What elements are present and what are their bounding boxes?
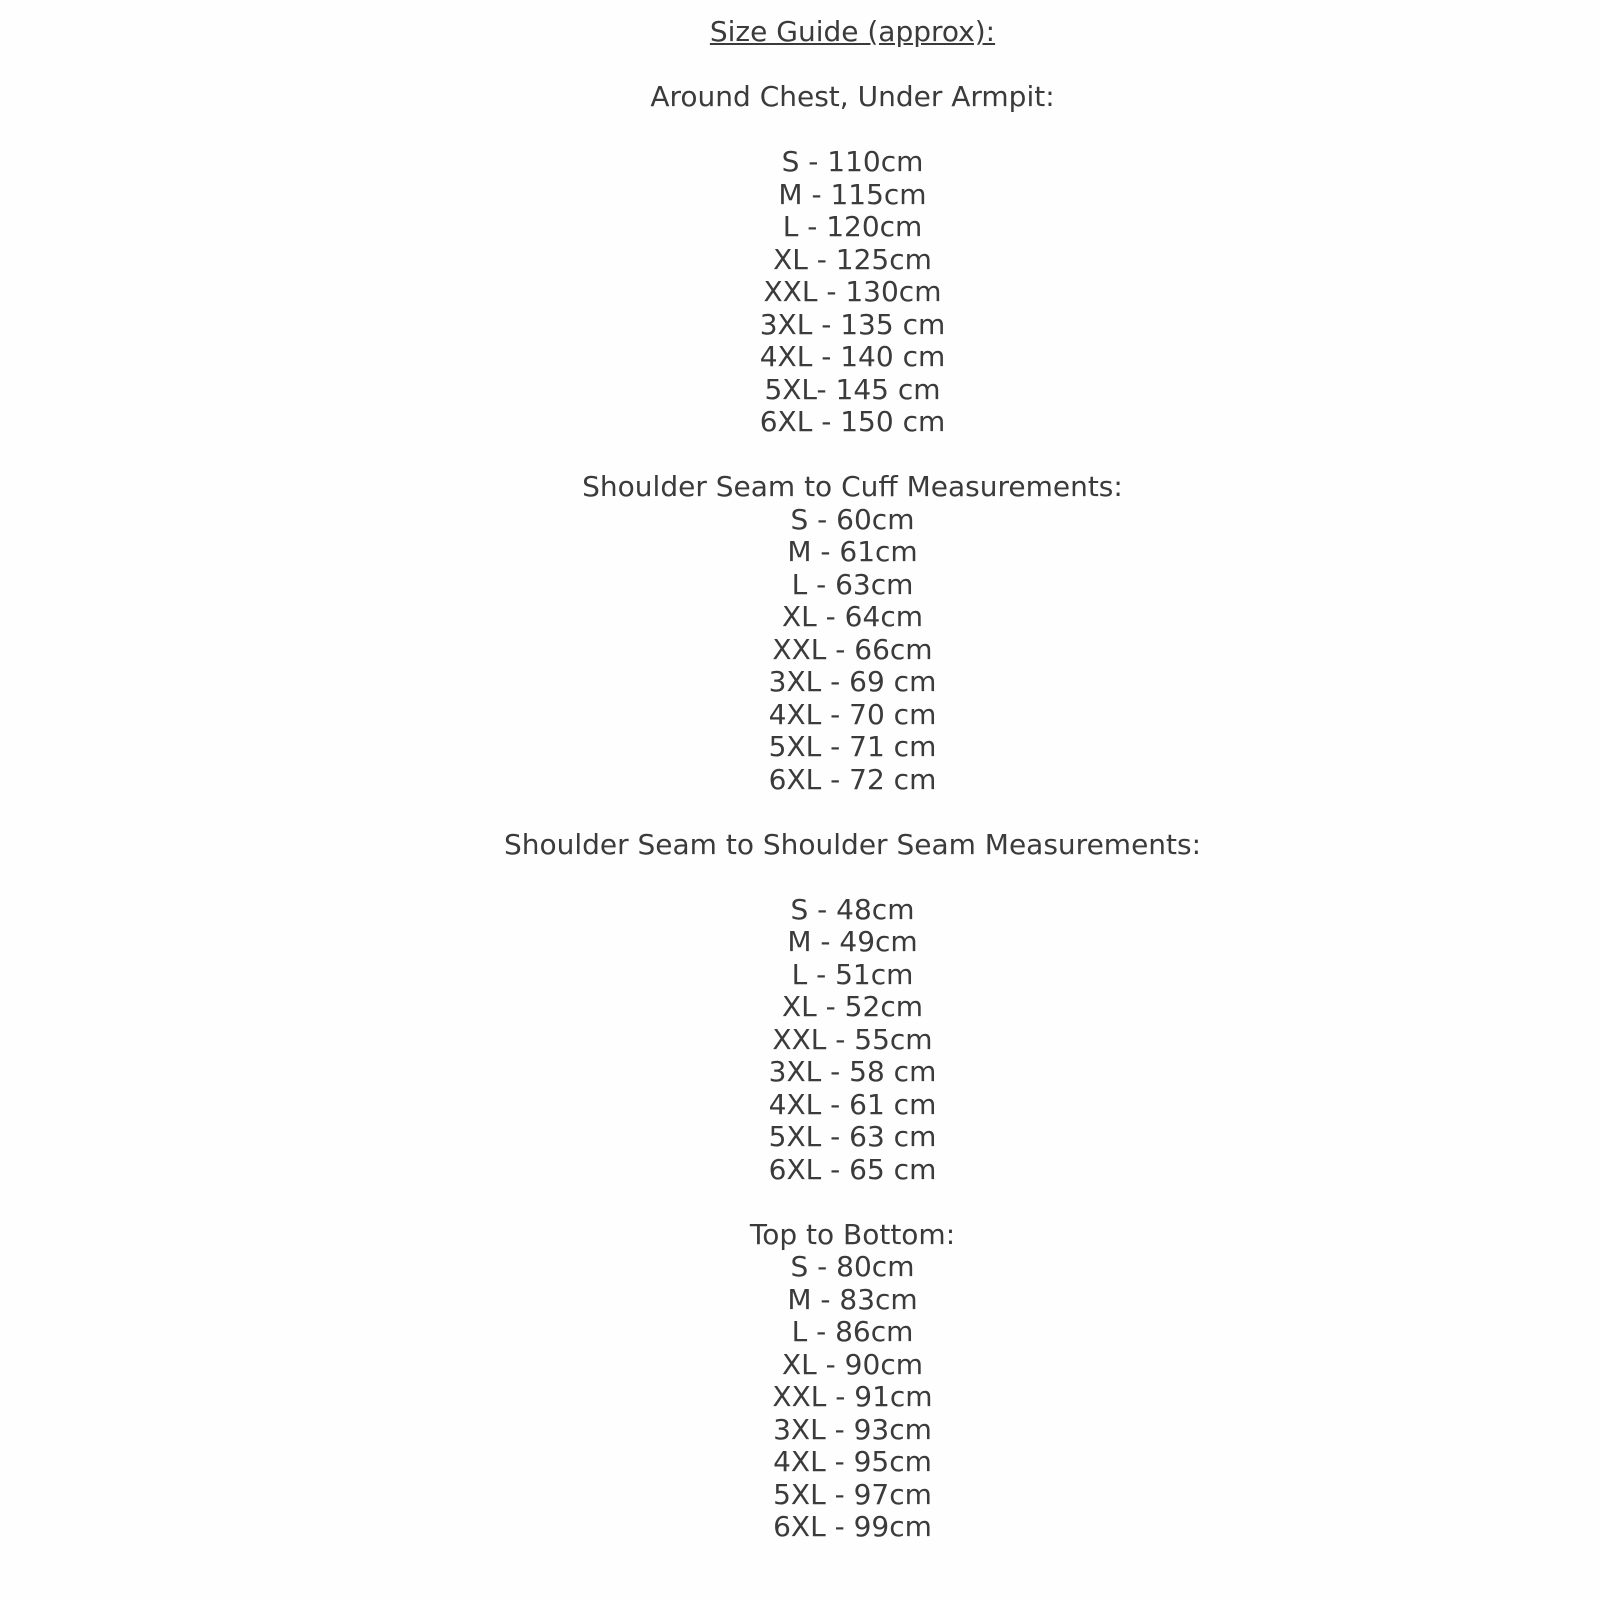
size-item: S - 110cm bbox=[781, 145, 924, 178]
section-heading: Around Chest, Under Armpit: bbox=[650, 80, 1055, 113]
spacer bbox=[105, 796, 1600, 829]
size-item: S - 48cm bbox=[790, 892, 915, 926]
size-item: M - 115cm bbox=[778, 177, 927, 211]
spacer bbox=[105, 861, 1600, 894]
size-item: 3XL - 69 cm bbox=[768, 665, 937, 698]
size-item: 6XL - 150 cm bbox=[759, 405, 946, 438]
size-item: L - 51cm bbox=[791, 957, 914, 991]
spacer bbox=[105, 114, 1600, 147]
spacer bbox=[105, 1186, 1600, 1219]
section-heading: Shoulder Seam to Shoulder Seam Measurements: bbox=[503, 827, 1202, 861]
size-item: 4XL - 140 cm bbox=[759, 340, 946, 373]
size-item: 6XL - 72 cm bbox=[768, 762, 937, 796]
size-item: 3XL - 93cm bbox=[773, 1412, 932, 1446]
size-item: M - 49cm bbox=[787, 925, 918, 958]
size-item: L - 120cm bbox=[782, 210, 923, 243]
size-item: S - 80cm bbox=[790, 1250, 915, 1283]
size-item: L - 86cm bbox=[791, 1315, 914, 1348]
size-item: XXL - 55cm bbox=[772, 1022, 933, 1056]
section-heading: Top to Bottom: bbox=[749, 1217, 956, 1251]
section-heading: Shoulder Seam to Cuff Measurements: bbox=[582, 470, 1123, 503]
size-item: 5XL - 97cm bbox=[773, 1477, 932, 1511]
size-item: M - 61cm bbox=[787, 535, 918, 568]
page-title: Size Guide (approx): bbox=[709, 15, 996, 48]
size-item: XXL - 91cm bbox=[772, 1380, 933, 1413]
size-item: XXL - 130cm bbox=[763, 275, 942, 308]
size-item: 3XL - 135 cm bbox=[759, 307, 946, 341]
size-item: 5XL - 71 cm bbox=[768, 730, 937, 763]
size-item: 4XL - 95cm bbox=[773, 1445, 932, 1478]
size-item: XL - 90cm bbox=[782, 1347, 923, 1381]
size-item: 5XL - 63 cm bbox=[768, 1120, 937, 1153]
size-item: 4XL - 70 cm bbox=[768, 697, 937, 731]
size-item: XXL - 66cm bbox=[772, 632, 933, 666]
size-item: 6XL - 99cm bbox=[773, 1510, 932, 1543]
size-item: S - 60cm bbox=[790, 502, 915, 536]
size-item: M - 83cm bbox=[787, 1282, 918, 1316]
size-item: XL - 64cm bbox=[782, 600, 923, 633]
size-item: 3XL - 58 cm bbox=[768, 1055, 937, 1088]
size-item: 6XL - 65 cm bbox=[768, 1152, 937, 1186]
size-item: 5XL- 145 cm bbox=[764, 372, 941, 406]
size-item: XL - 125cm bbox=[773, 242, 932, 276]
spacer bbox=[105, 49, 1600, 82]
size-item: L - 63cm bbox=[791, 567, 914, 601]
size-item: 4XL - 61 cm bbox=[768, 1087, 937, 1121]
size-item: XL - 52cm bbox=[782, 990, 923, 1023]
spacer bbox=[105, 439, 1600, 472]
